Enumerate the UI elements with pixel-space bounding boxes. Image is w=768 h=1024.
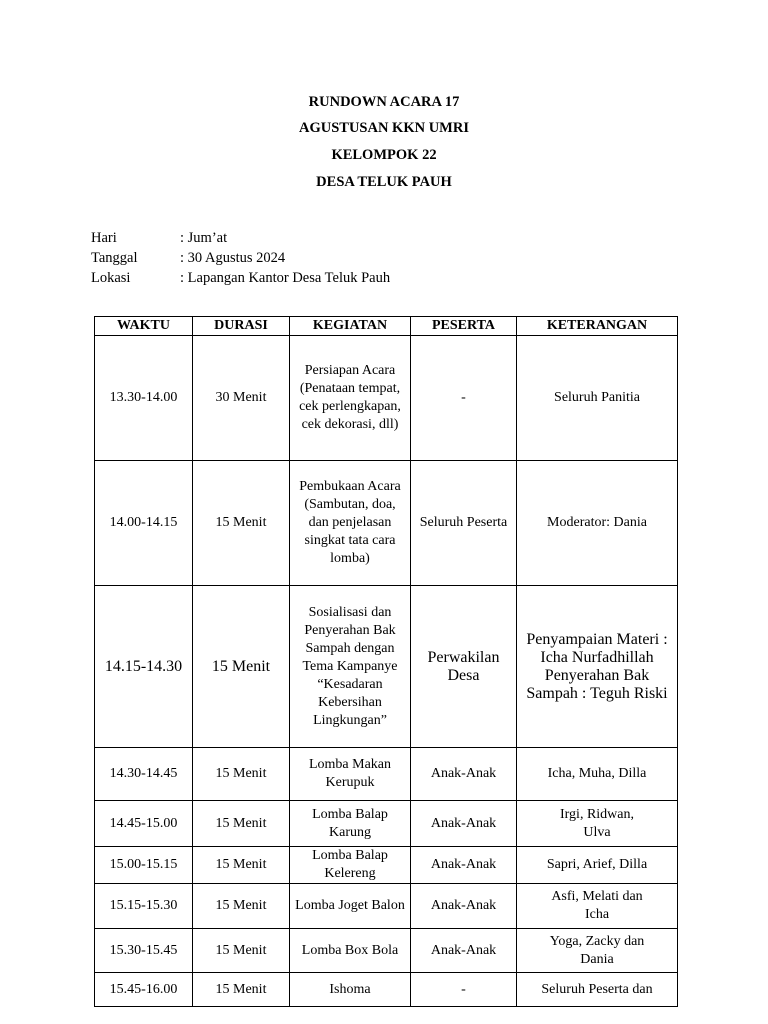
table-row [95,461,678,586]
document-title-line-3: KELOMPOK 22 [331,147,437,163]
cell-keterangan: Moderator: Dania [517,461,678,586]
cell-keterangan: Irgi, Ridwan, Ulva [517,801,678,847]
cell-peserta: Anak-Anak [411,801,517,847]
cell-peserta: Anak-Anak [411,884,517,929]
document-title-line-1: RUNDOWN ACARA 17 [308,94,460,110]
cell-kegiatan: Persiapan Acara (Penataan tempat, cek perlengkapan, cek dekorasi, dll) [290,336,411,461]
cell-waktu: 15.45-16.00 [95,973,193,1007]
cell-kegiatan: Lomba Joget Balon [290,884,411,929]
cell-kegiatan: Pembukaan Acara (Sambutan, doa, dan penjelasan singkat tata cara lomba) [290,461,411,586]
cell-durasi: 15 Menit [193,973,290,1007]
cell-keterangan: Seluruh Peserta dan [517,973,678,1007]
table-row [95,847,678,884]
cell-keterangan: Penyampaian Materi : Icha Nurfadhillah Penyerahan Bak Sampah : Teguh Riski [517,586,678,748]
cell-kegiatan: Ishoma [290,973,411,1007]
cell-peserta: Seluruh Peserta [411,461,517,586]
cell-keterangan: Icha, Muha, Dilla [517,748,678,801]
cell-durasi: 30 Menit [193,336,290,461]
table-header-row [95,317,678,336]
cell-durasi: 15 Menit [193,748,290,801]
tanggal-value: : 30 Agustus 2024 [180,250,286,266]
cell-durasi: 15 Menit [193,929,290,973]
cell-waktu: 15.30-15.45 [95,929,193,973]
cell-waktu: 13.30-14.00 [95,336,193,461]
cell-waktu: 15.00-15.15 [95,847,193,884]
cell-peserta: - [411,973,517,1007]
cell-kegiatan: Lomba Makan Kerupuk [290,748,411,801]
cell-waktu: 14.45-15.00 [95,801,193,847]
table-row [95,929,678,973]
lokasi-value: : Lapangan Kantor Desa Teluk Pauh [180,270,391,286]
table-row [95,748,678,801]
header-kegiatan: KEGIATAN [290,317,411,336]
cell-kegiatan: Lomba Box Bola [290,929,411,973]
cell-waktu: 15.15-15.30 [95,884,193,929]
table-row [95,973,678,1007]
table-row [95,884,678,929]
header-durasi: DURASI [193,317,290,336]
header-waktu: WAKTU [95,317,193,336]
cell-durasi: 15 Menit [193,847,290,884]
cell-keterangan: Asfi, Melati dan Icha [517,884,678,929]
cell-peserta: Anak-Anak [411,929,517,973]
tanggal-label: Tanggal [91,250,138,266]
cell-waktu: 14.15-14.30 [95,586,193,748]
cell-kegiatan: Lomba Balap Kelereng [290,847,411,884]
cell-kegiatan: Sosialisasi dan Penyerahan Bak Sampah dengan Tema Kampanye “Kesadaran Kebersihan Lingkungan” [290,586,411,748]
cell-keterangan: Yoga, Zacky dan Dania [517,929,678,973]
cell-durasi: 15 Menit [193,461,290,586]
rundown-table [94,316,678,1007]
cell-peserta: Anak-Anak [411,847,517,884]
cell-keterangan: Seluruh Panitia [517,336,678,461]
cell-durasi: 15 Menit [193,801,290,847]
document-title-line-2: AGUSTUSAN KKN UMRI [299,120,469,136]
table-row [95,801,678,847]
cell-waktu: 14.30-14.45 [95,748,193,801]
cell-waktu: 14.00-14.15 [95,461,193,586]
cell-keterangan: Sapri, Arief, Dilla [517,847,678,884]
table-row [95,586,678,748]
cell-peserta: Perwakilan Desa [411,586,517,748]
header-keterangan: KETERANGAN [517,317,678,336]
cell-durasi: 15 Menit [193,586,290,748]
cell-peserta: - [411,336,517,461]
cell-peserta: Anak-Anak [411,748,517,801]
table-row [95,336,678,461]
cell-kegiatan: Lomba Balap Karung [290,801,411,847]
hari-value: : Jum’at [180,230,228,246]
cell-durasi: 15 Menit [193,884,290,929]
header-peserta: PESERTA [411,317,517,336]
lokasi-label: Lokasi [91,270,131,286]
document-title-line-4: DESA TELUK PAUH [316,174,452,190]
hari-label: Hari [91,230,117,246]
